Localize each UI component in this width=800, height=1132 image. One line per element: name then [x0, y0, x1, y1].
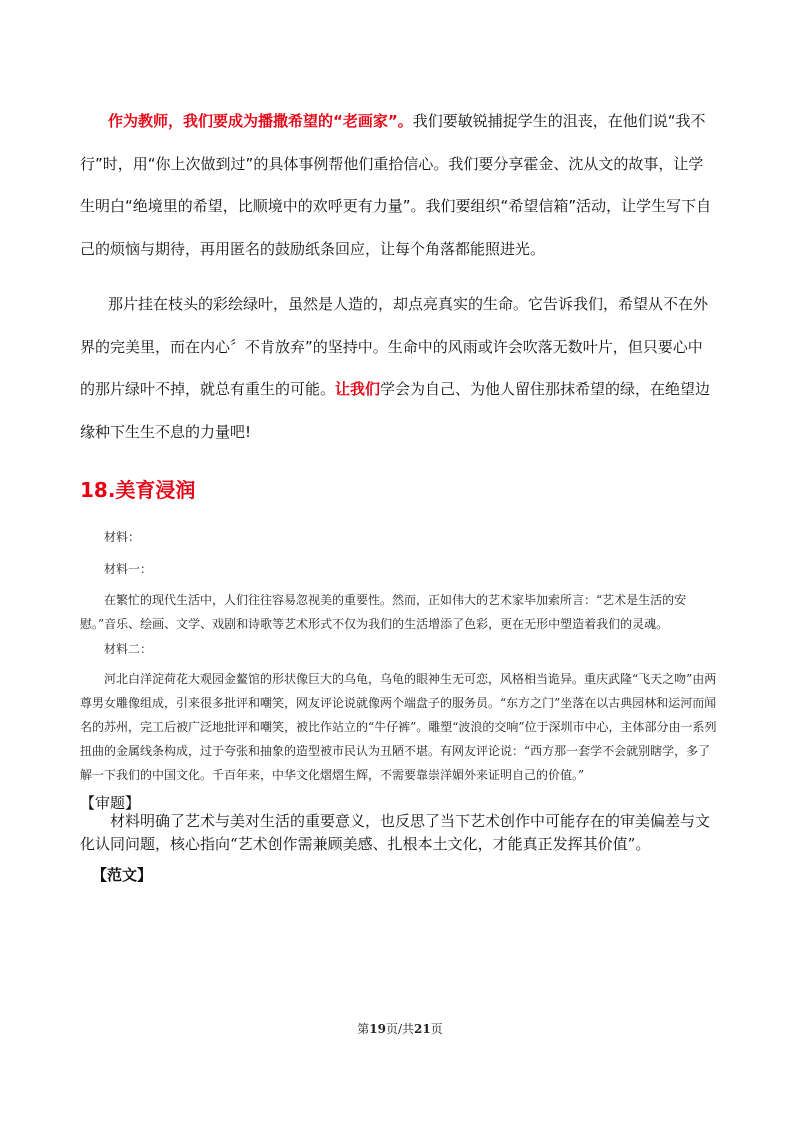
page-footer: [0, 1020, 800, 1037]
footer-page-number: 19: [369, 1022, 386, 1036]
material-one-label: 材料一：: [104, 562, 153, 576]
paragraph-teacher-role: [80, 100, 716, 270]
material-label: 材料：: [104, 530, 141, 544]
footer-prefix: 第: [357, 1022, 370, 1036]
footer-middle: 页/共: [385, 1022, 415, 1036]
highlight-teacher-role: 作为教师，我们要成为播撒希望的“老画家”。: [108, 112, 413, 130]
material-two-text: 河北白洋淀荷花大观园金鳌馆的形状像巨大的乌龟，乌龟的眼神生无可恋，风格相当诡异。重庆武隆“飞天之吻”由两尊男女雕像组成，引来很多批评和嘲笑，网友评论说就像两个端盘子的服务员。“东方之门”坐落在以古典园林和运河而闻名的苏州，完工后被广泛地批评和嘲笑，被比作站立的“牛仔裤”。雕塑“波浪的交响”位于深圳市中心，主体部分由一系列扭曲的金属线条构成，过于夸张和抽象的造型被市民认为丑陋不堪。有网友评论说：“西方那一套学不会就别瞎学，多了解一下我们的中国文化。千百年来，中华文化熠熠生辉，不需要靠崇洋媚外来证明自己的价值。”: [80, 672, 717, 782]
paragraph-green-leaf: [80, 283, 716, 453]
section-heading: 18.美育浸润: [80, 478, 196, 502]
paragraph-green-leaf-body-a: 那片挂在枝头的彩绘绿叶，虽然是人造的，却点亮真实的生命。它告诉我们，希望从不在外界的完美里，而在内心〞不肯放弃”的坚持中。生命中的风雨或许会吹落无数叶片，但只要心中的那片绿叶不掉，就总有重生的可能。: [80, 295, 709, 398]
paragraph-teacher-role-body: 我们要敏锐捕捉学生的沮丧，在他们说“我不行”时，用“你上次做到过”的具体事例帮他们重拾信心。我们要分享霍金、沈从文的故事，让学生明白“绝境里的希望，比顺境中的欢呼更有力量”。我们要组织“希望信箱”活动，让学生写下自己的烦恼与期待，再用匿名的鼓励纸条回应，让每个角落都能照进光。: [80, 112, 712, 258]
paragraph-green-leaf-body-b: 学会为自己、为他人留住那抹希望的绿，在绝望边缘种下生生不息的力量吧!: [80, 380, 711, 441]
highlight-let-us: 让我们: [335, 380, 381, 398]
footer-page-total: 21: [414, 1022, 431, 1036]
fanwen-label: 【范文】: [92, 866, 153, 884]
footer-suffix: 页: [430, 1022, 443, 1036]
material-two-label: 材料二：: [104, 642, 153, 656]
shenti-text: 材料明确了艺术与美对生活的重要意义，也反思了当下艺术创作中可能存在的审美偏差与文化认同问题，核心指向“艺术创作需兼顾美感、扎根本土文化，才能真正发挥其价值”。: [80, 812, 711, 853]
shenti-label: 【审题】: [80, 794, 141, 812]
material-one-text: 在繁忙的现代生活中，人们往往容易忽视美的重要性。然而，正如伟大的艺术家毕加索所言：“艺术是生活的安慰。”音乐、绘画、文学、戏剧和诗歌等艺术形式不仅为我们的生活增添了色彩，更在无形中塑造着我们的灵魂。: [80, 593, 687, 631]
